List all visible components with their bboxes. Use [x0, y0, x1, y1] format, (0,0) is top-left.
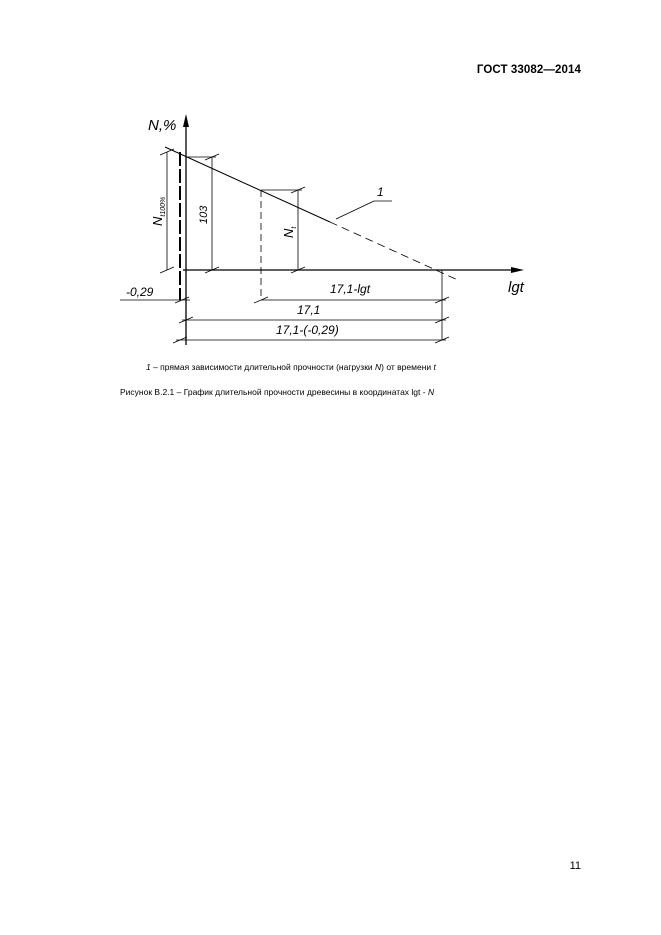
dim-103-label: 103	[198, 205, 210, 224]
dim-171-label: 17,1	[297, 303, 321, 317]
strength-line-dashed	[330, 222, 460, 281]
figure-legend: 1 – прямая зависимости длительной прочности (нагрузки N) от времени t	[146, 362, 436, 372]
strength-line-solid	[165, 147, 330, 222]
offset-label: -0,29	[126, 285, 154, 299]
x-axis-label: lgt	[508, 279, 524, 296]
figure-caption: Рисунок В.2.1 – График длительной прочности древесины в координатах lgt - N	[120, 387, 435, 397]
y-axis-arrow	[183, 114, 189, 127]
strength-diagram	[0, 0, 661, 360]
curve-label-leader	[336, 201, 374, 219]
dim-n-100-label: $N_{t100\%}$	[150, 196, 167, 226]
page-number: 11	[569, 860, 581, 872]
x-axis-arrow	[511, 267, 524, 273]
dim-171-lgt-label: 17,1-lgt	[330, 282, 371, 296]
dim-nt-label: $N_t$	[281, 226, 298, 238]
y-axis-label: N,%	[148, 117, 177, 134]
curve-label: 1	[377, 185, 384, 199]
document-header: ГОСТ 33082—2014	[476, 64, 581, 76]
dim-171-full-label: 17,1-(-0,29)	[276, 323, 339, 337]
